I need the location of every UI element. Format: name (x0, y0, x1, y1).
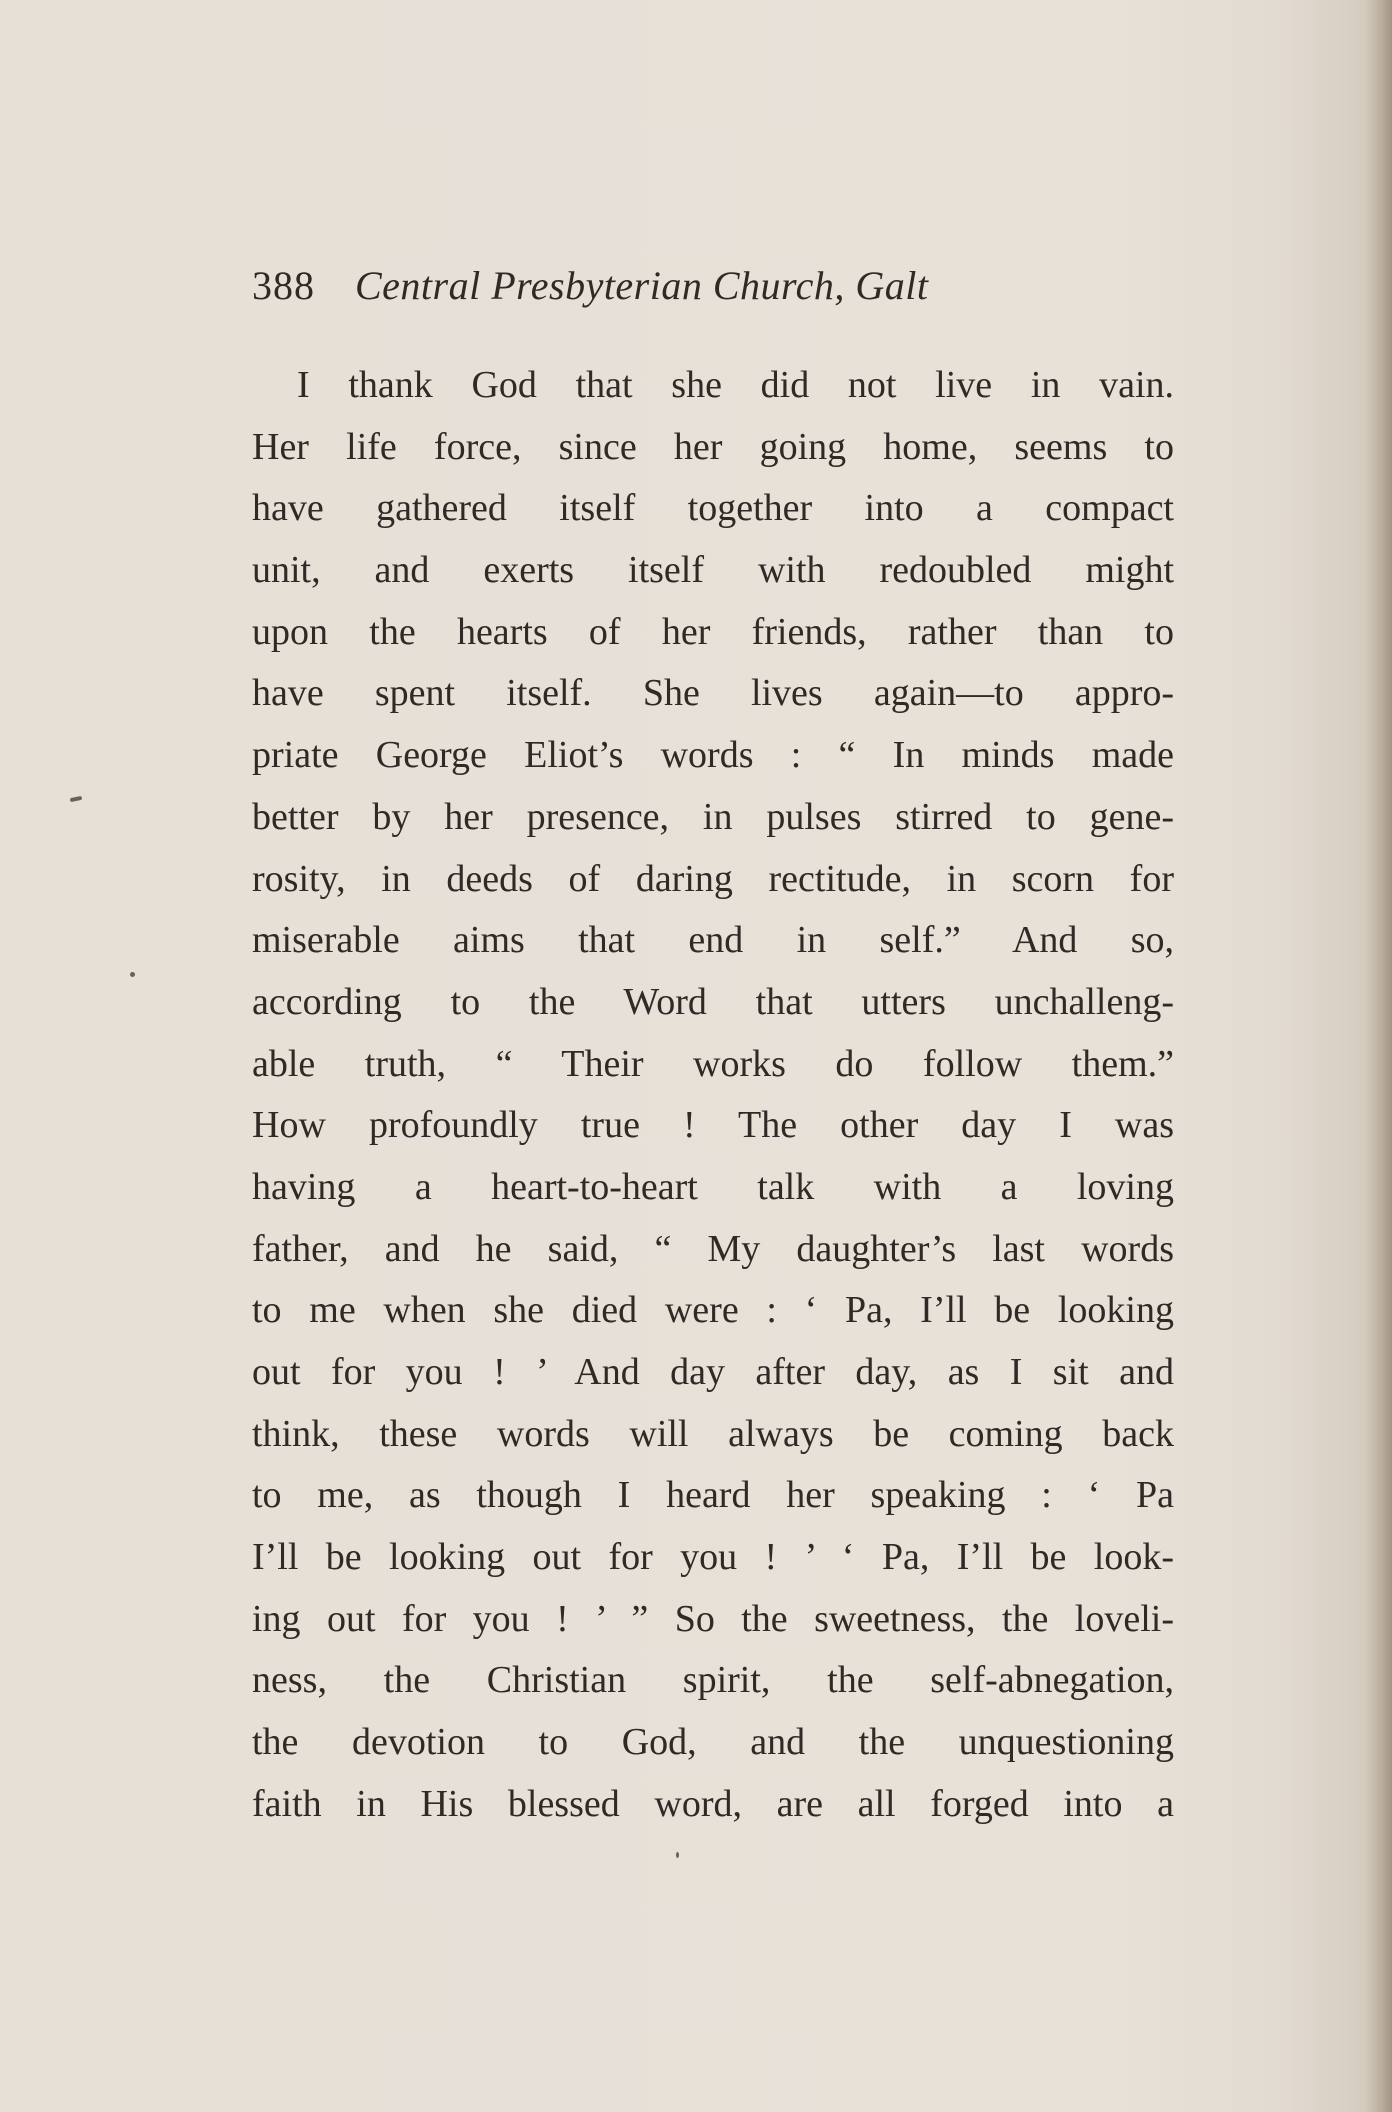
text-line: upon the hearts of her friends, rather than to (252, 610, 1174, 653)
text-line: I’ll be looking out for you ! ’ ‘ Pa, I’ll be look- (252, 1536, 1174, 1579)
text-line: unit, and exerts itself with redoubled might (252, 549, 1174, 592)
text-line: out for you ! ’ And day after day, as I sit and (252, 1351, 1174, 1393)
paper-speck (676, 1852, 679, 1858)
text-line: miserable aims that end in self.” And so, (252, 919, 1174, 962)
text-line: priate George Eliot’s words : “ In minds made (252, 734, 1174, 777)
text-line: Her life force, since her going home, seems to (252, 425, 1174, 468)
text-line: the devotion to God, and the unquestioning (252, 1721, 1174, 1764)
text-line: having a heart-to-heart talk with a loving (252, 1165, 1174, 1208)
text-line: to me, as though I heard her speaking : ‘ Pa (252, 1474, 1174, 1517)
text-line: have spent itself. She lives again—to appro- (252, 672, 1174, 715)
running-title: Central Presbyterian Church, Galt (355, 263, 929, 308)
text-line: I thank God that she did not live in vain. (297, 364, 1174, 406)
page-edge-shadow (1366, 0, 1392, 2112)
body-text (252, 355, 1174, 1836)
text-line: ing out for you ! ’ ” So the sweetness, the loveli- (252, 1597, 1174, 1640)
text-line: to me when she died were : ‘ Pa, I’ll be looking (252, 1289, 1174, 1332)
text-line: better by her presence, in pulses stirred to gene- (252, 795, 1174, 838)
text-line: father, and he said, “ My daughter’s last words (252, 1227, 1174, 1270)
paper-speck (130, 972, 135, 977)
page-number: 388 (252, 263, 315, 308)
text-line: How profoundly true ! The other day I was (252, 1104, 1174, 1147)
text-line: have gathered itself together into a compact (252, 487, 1174, 530)
text-line: ness, the Christian spirit, the self-abnegation, (252, 1659, 1174, 1702)
text-line: think, these words will always be coming back (252, 1412, 1174, 1455)
text-line: according to the Word that utters unchalleng- (252, 980, 1174, 1023)
text-line: faith in His blessed word, are all forged into a (252, 1782, 1174, 1825)
text-line: able truth, “ Their works do follow them.” (252, 1042, 1174, 1085)
paper-speck (70, 796, 83, 802)
text-line: rosity, in deeds of daring rectitude, in scorn for (252, 857, 1174, 900)
page-header (252, 262, 1132, 322)
